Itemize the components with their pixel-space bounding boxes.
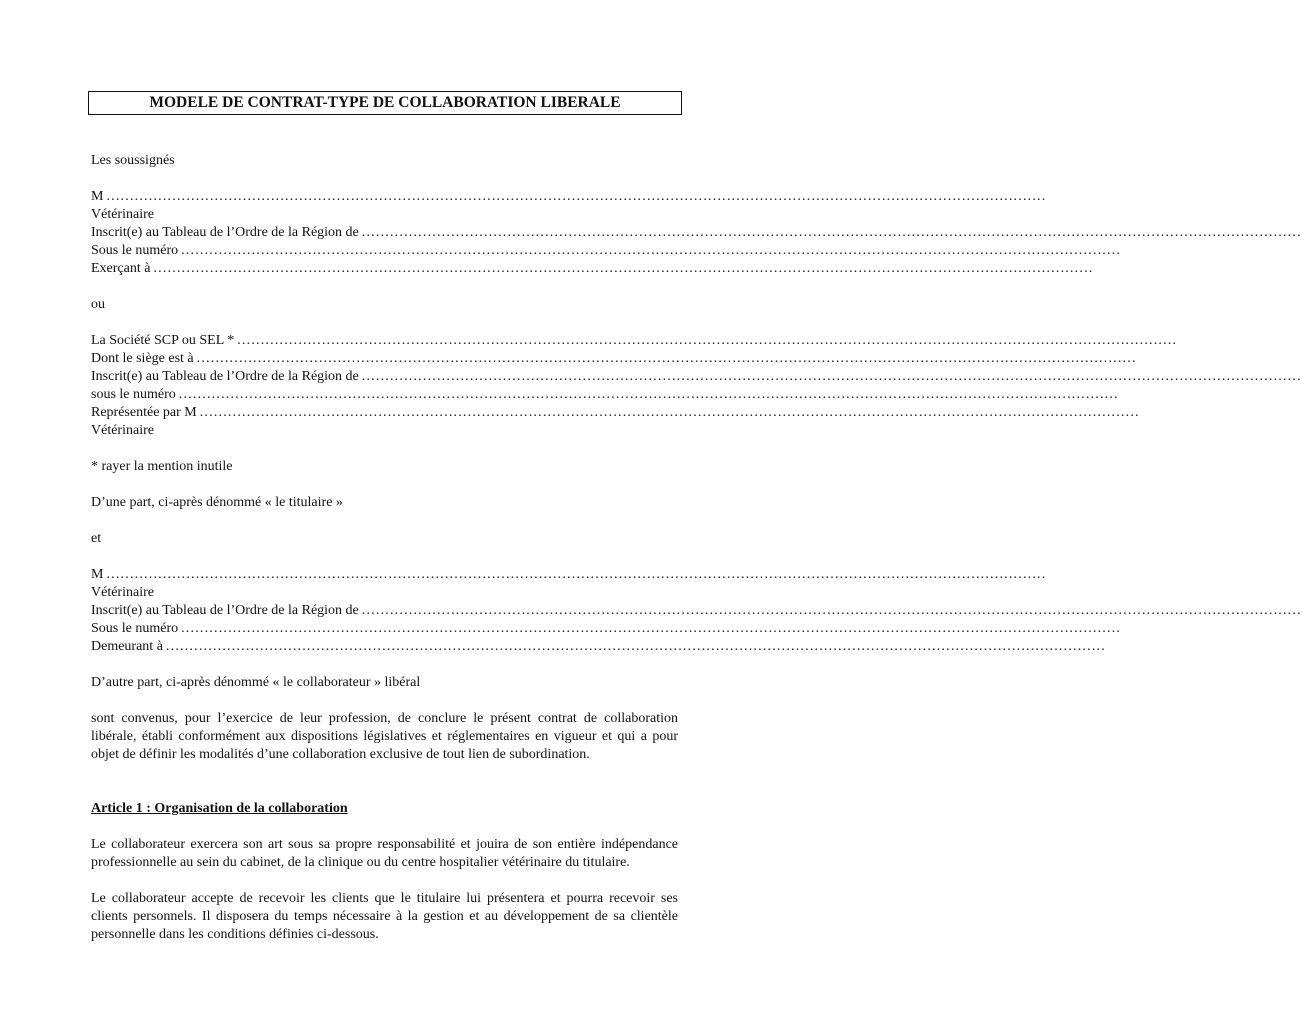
party1-profession: Vétérinaire xyxy=(91,207,154,222)
and-text: et xyxy=(91,531,102,546)
party1-inscrit-label: Inscrit(e) au Tableau de l’Ordre de la Région de xyxy=(91,225,359,240)
footnote-text: * rayer la mention inutile xyxy=(91,459,233,474)
convention-paragraph: sont convenus, pour l’exercice de leur profession, de conclure le présent contrat de collaboration libérale, établi conformément aux dispositions législatives et réglementaires en vigueur et qui a pour objet de définir les modalités d’une collaboration exclusive de tout lien de subordination. xyxy=(91,711,678,762)
fill-dots: ........................................................................................................................................................................................................ xyxy=(106,189,1047,204)
fill-dots: ........................................................................................................................................................................................................ xyxy=(361,603,1302,618)
company-region-line[interactable] xyxy=(91,368,1302,386)
document-title: MODELE DE CONTRAT-TYPE DE COLLABORATION LIBERALE xyxy=(88,91,682,115)
company-name-line[interactable] xyxy=(91,332,1178,350)
company-numero-line[interactable] xyxy=(91,386,1119,404)
part1-text: D’une part, ci-après dénommé « le titulaire » xyxy=(91,495,343,510)
document-body xyxy=(91,152,1302,944)
company-inscrit-label: Inscrit(e) au Tableau de l’Ordre de la Région de xyxy=(91,369,359,384)
party1-numero-line[interactable] xyxy=(91,242,1122,260)
party2-profession: Vétérinaire xyxy=(91,585,154,600)
party2-inscrit-label: Inscrit(e) au Tableau de l’Ordre de la Région de xyxy=(91,603,359,618)
fill-dots: ........................................................................................................................................................................................................ xyxy=(165,639,1106,654)
party1-numero-label: Sous le numéro xyxy=(91,243,179,258)
fill-dots: ........................................................................................................................................................................................................ xyxy=(153,261,1094,276)
party2-numero-label: Sous le numéro xyxy=(91,621,179,636)
fill-dots: ........................................................................................................................................................................................................ xyxy=(178,387,1119,402)
article1-paragraph-2: Le collaborateur accepte de recevoir les clients que le titulaire lui présentera et pourra recevoir ses clients personnels. Il disposera du temps nécessaire à la gestion et au développement de sa clientèle personnelle dans les conditions définies ci-dessous. xyxy=(91,891,678,942)
party2-demeurant-line[interactable] xyxy=(91,638,1106,656)
company-profession: Vétérinaire xyxy=(91,423,154,438)
company-societe-label: La Société SCP ou SEL * xyxy=(91,333,235,348)
fill-dots: ........................................................................................................................................................................................................ xyxy=(106,567,1047,582)
part2-text: D’autre part, ci-après dénommé « le collaborateur » libéral xyxy=(91,675,421,690)
party1-exercant-line[interactable] xyxy=(91,260,1094,278)
intro-text: Les soussignés xyxy=(91,153,175,168)
party2-name-line[interactable] xyxy=(91,566,1047,584)
fill-dots: ........................................................................................................................................................................................................ xyxy=(181,243,1122,258)
company-siege-label: Dont le siège est à xyxy=(91,351,194,366)
party2-demeurant-label: Demeurant à xyxy=(91,639,163,654)
company-siege-line[interactable] xyxy=(91,350,1137,368)
company-represente-line[interactable] xyxy=(91,404,1140,422)
article1-paragraph-1: Le collaborateur exercera son art sous sa propre responsabilité et jouira de son entière indépendance professionnelle au sein du cabinet, de la clinique ou du centre hospitalier vétérinaire du titulaire. xyxy=(91,837,678,870)
party2-numero-line[interactable] xyxy=(91,620,1122,638)
party2-region-line[interactable] xyxy=(91,602,1302,620)
fill-dots: ........................................................................................................................................................................................................ xyxy=(181,621,1122,636)
party1-exercant-label: Exerçant à xyxy=(91,261,151,276)
fill-dots: ........................................................................................................................................................................................................ xyxy=(199,405,1140,420)
party2-m-label: M xyxy=(91,567,104,582)
company-numero-label: sous le numéro xyxy=(91,387,176,402)
party1-name-line[interactable] xyxy=(91,188,1047,206)
fill-dots: ........................................................................................................................................................................................................ xyxy=(196,351,1137,366)
party1-region-line[interactable] xyxy=(91,224,1302,242)
fill-dots: ........................................................................................................................................................................................................ xyxy=(361,225,1302,240)
or-text: ou xyxy=(91,297,105,312)
fill-dots: ........................................................................................................................................................................................................ xyxy=(361,369,1302,384)
company-represente-label: Représentée par M xyxy=(91,405,197,420)
fill-dots: ........................................................................................................................................................................................................ xyxy=(237,333,1178,348)
party1-m-label: M xyxy=(91,189,104,204)
article1-heading: Article 1 : Organisation de la collaboration xyxy=(91,801,348,816)
